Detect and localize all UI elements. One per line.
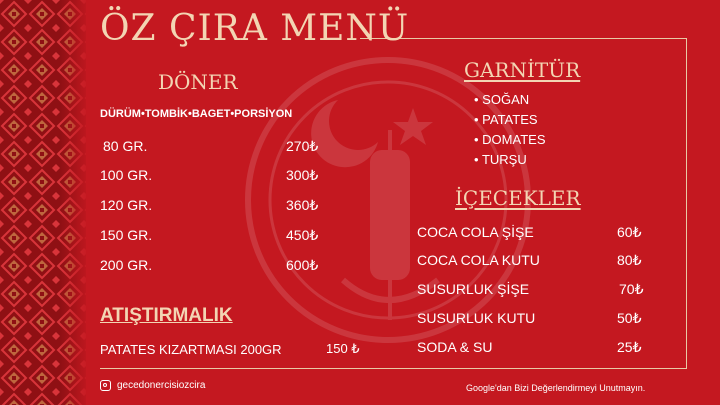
drink-item-price: 70₺: [619, 281, 644, 297]
doner-item-price: 600₺: [286, 257, 319, 273]
instagram-handle: gecedonercisiozcira: [117, 380, 206, 391]
snack-item-label: PATATES KIZARTMASI 200GR: [100, 342, 282, 357]
review-note: Google'dan Bizi Değerlendirmeyi Unutmayın.: [466, 383, 646, 393]
doner-item-price: 360₺: [286, 197, 319, 213]
doner-item-label: 120 GR.: [100, 197, 153, 213]
doner-item-price: 270₺: [286, 138, 319, 154]
drink-item-label: COCA COLA KUTU: [417, 252, 540, 268]
drink-item-label: SUSURLUK ŞİŞE: [417, 281, 530, 297]
doner-item-label: 200 GR.: [100, 257, 153, 273]
drink-item-label: SODA & SU: [417, 339, 493, 355]
drink-item-price: 50₺: [617, 310, 642, 326]
garnitur-heading: GARNİTÜR: [464, 58, 581, 82]
drink-item-price: 80₺: [617, 252, 642, 268]
doner-heading: DÖNER: [158, 70, 238, 94]
instagram-link[interactable]: [100, 380, 205, 391]
snack-item-price: 150 ₺: [326, 341, 360, 356]
instagram-icon: [100, 380, 111, 391]
doner-item-price: 450₺: [286, 227, 319, 243]
drink-item-price: 25₺: [617, 339, 642, 355]
doner-item-label: 100 GR.: [100, 167, 153, 183]
atistirmalik-heading: ATIŞTIRMALIK: [100, 305, 233, 326]
drink-item-price: 60₺: [617, 224, 642, 240]
doner-item-label: 80 GR.: [103, 138, 148, 154]
doner-item-price: 300₺: [286, 167, 319, 183]
frame-bottom-rule: [100, 368, 686, 369]
garnitur-item: • TURŞU: [474, 152, 527, 167]
doner-item-label: 150 GR.: [100, 227, 153, 243]
doner-types: DÜRÜM•TOMBİK•BAGET•PORSİYON: [100, 108, 293, 120]
garnitur-item: • DOMATES: [474, 132, 546, 147]
drink-item-label: SUSURLUK KUTU: [417, 310, 536, 326]
icecekler-heading: İÇECEKLER: [455, 186, 581, 210]
drink-item-label: COCA COLA ŞİŞE: [417, 224, 534, 240]
menu-title: ÖZ ÇIRA MENÜ: [100, 8, 410, 49]
garnitur-item: • SOĞAN: [474, 92, 530, 107]
garnitur-item: • PATATES: [474, 112, 538, 127]
